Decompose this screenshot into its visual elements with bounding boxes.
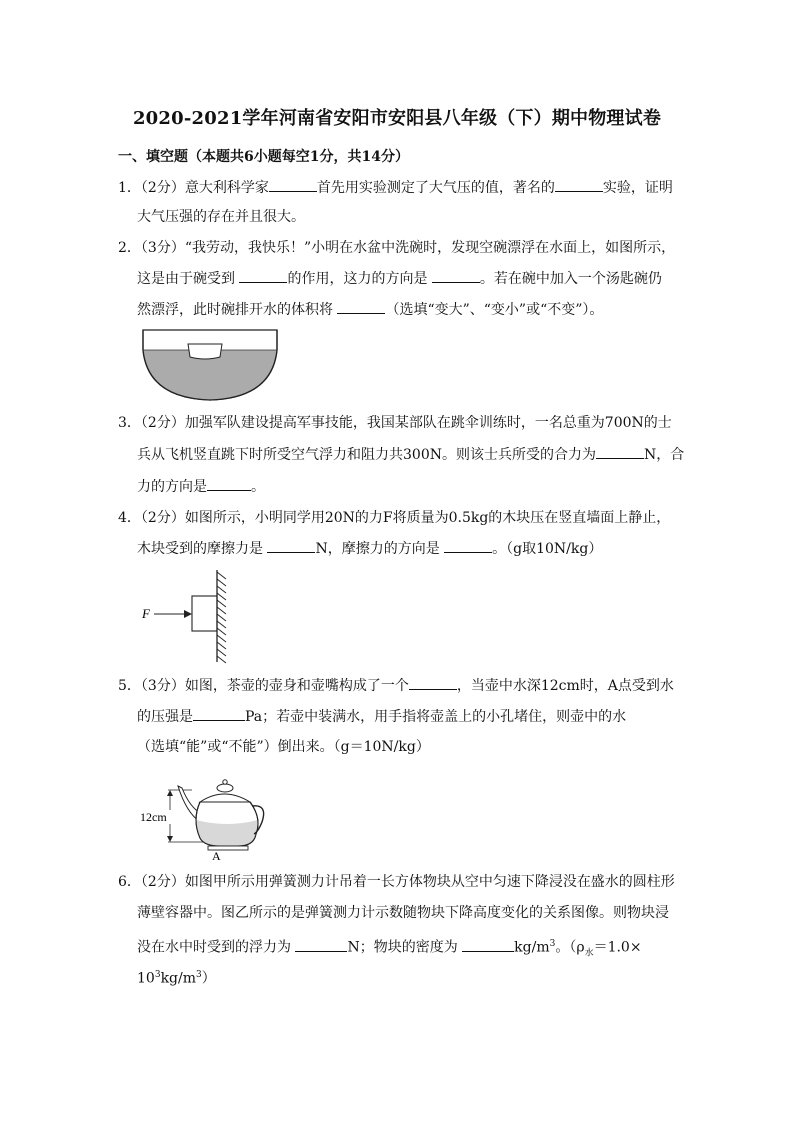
question-6-line-2: 薄壁容器中。图乙所示的是弹簧测力计示数随物块下降高度变化的关系图像。则物块浸	[137, 905, 669, 921]
teapot-figure	[138, 768, 268, 862]
q6-sub-f: 水	[584, 948, 594, 959]
q2-blank-3[interactable]	[337, 299, 385, 314]
question-2-line-3	[137, 299, 603, 320]
point-label: A	[212, 849, 221, 862]
depth-label: 12cm	[140, 810, 167, 824]
q6-sup-i: 3	[196, 970, 202, 980]
q2-text-e: 然漂浮，此时碗排开水的体积将	[137, 302, 333, 318]
q6-text-d: N；物块的密度为	[347, 939, 458, 956]
q4-blank-2[interactable]	[444, 538, 492, 553]
q5-blank-2[interactable]	[193, 706, 245, 721]
question-5-line-3: （选填“能”或“不能”）倒出来。（g＝10N/kg）	[137, 739, 430, 755]
question-6-line-1: 6．（2分）如图甲所示用弹簧测力计吊着一长方体物块从空中匀速下降浸没在盛水的圆柱形	[118, 874, 675, 890]
q6-blank-1[interactable]	[295, 937, 347, 952]
section-heading: 一、填空题（本题共6小题每空1分，共14分）	[118, 149, 409, 165]
q6-blank-2[interactable]	[462, 937, 514, 952]
q3-blank-2[interactable]	[207, 476, 251, 491]
q6-text-i: kg/m	[160, 970, 196, 987]
q2-blank-2[interactable]	[432, 268, 480, 283]
question-5-line-1	[118, 675, 674, 696]
q1-blank-2[interactable]	[555, 177, 603, 192]
bowl-in-basin-figure	[140, 328, 280, 404]
q3-text-d: 力的方向是	[137, 479, 207, 495]
question-2-line-1: 2．（3分）“我劳动，我快乐！”小明在水盆中洗碗时，发现空碗漂浮在水面上，如图所示，	[118, 240, 676, 256]
q4-blank-1[interactable]	[267, 538, 315, 553]
q3-text-b: 兵从飞机竖直跳下时所受空气浮力和阻力共300N。则该士兵所受的合力为	[137, 447, 596, 463]
q2-text-d: 。若在碗中加入一个汤匙碗仍	[479, 271, 662, 287]
q6-sup-e: 3	[549, 939, 556, 949]
q2-text-c: 的作用，这力的方向是	[287, 271, 428, 287]
question-2-line-2	[137, 268, 662, 289]
q5-text-b: ，当壶中水深12cm时，A点受到水	[456, 678, 674, 694]
question-6-line-3	[137, 934, 642, 963]
question-4-line-2	[137, 538, 602, 559]
q6-text-j: ）	[201, 970, 216, 987]
q2-text-b: 这是由于碗受到	[137, 271, 235, 287]
page-title: 2020-2021学年河南省安阳市安阳县八年级（下）期中物理试卷	[132, 108, 662, 129]
q5-text-c: 的压强是	[137, 709, 193, 725]
q3-blank-1[interactable]	[596, 444, 644, 459]
q4-text-b: 木块受到的摩擦力是	[137, 541, 263, 557]
q3-text-c: N，合	[643, 447, 685, 463]
q1-text-b: 首先用实验测定了大气压的值，著名的	[316, 180, 555, 196]
q5-text-a: 5．（3分）如图，茶壶的壶身和壶嘴构成了一个	[118, 678, 409, 694]
q6-text-g: ＝1.0×	[593, 939, 642, 956]
q6-text-f: 。（ρ	[555, 939, 585, 956]
q2-text-f: （选填“变大”、“变小”或“不变”）。	[385, 302, 604, 318]
q6-sup-h: 3	[154, 970, 161, 980]
question-6-line-4	[137, 965, 216, 989]
block-on-wall-figure	[138, 568, 238, 664]
question-3-line-1: 3．（2分）加强军队建设提高军事技能，我国某部队在跳伞训练时，一名总重为700N的士	[118, 415, 672, 431]
q6-text-c: 没在水中时受到的浮力为	[137, 939, 291, 956]
q2-blank-1[interactable]	[239, 268, 287, 283]
q5-text-d: Pa；若壶中装满水，用手指将壶盖上的小孔堵住，则壶中的水	[245, 709, 627, 725]
question-3-line-3	[137, 476, 265, 497]
question-1-line-2: 大气压强的存在并且很大。	[137, 209, 305, 225]
q6-text-h: 10	[137, 970, 155, 987]
q1-text-c: 实验，证明	[602, 180, 673, 196]
q1-text-a: 1．（2分）意大利科学家	[118, 180, 269, 196]
q3-text-e: 。	[251, 479, 265, 495]
arrow-icon	[184, 610, 192, 618]
force-label: F	[142, 606, 150, 621]
question-3-line-2	[137, 444, 684, 465]
question-4-line-1: 4．（2分）如图所示，小明同学用20N的力F将质量为0.5kg的木块压在竖直墙面上静止，	[118, 510, 671, 526]
q5-blank-1[interactable]	[409, 675, 457, 690]
q4-text-c: N，摩擦力的方向是	[315, 541, 440, 557]
question-1-line-1	[118, 177, 673, 198]
question-5-line-2	[137, 706, 626, 727]
q6-text-e: kg/m	[514, 939, 550, 956]
q4-text-d: 。（g取10N/kg）	[492, 541, 603, 557]
q1-blank-1[interactable]	[269, 177, 317, 192]
